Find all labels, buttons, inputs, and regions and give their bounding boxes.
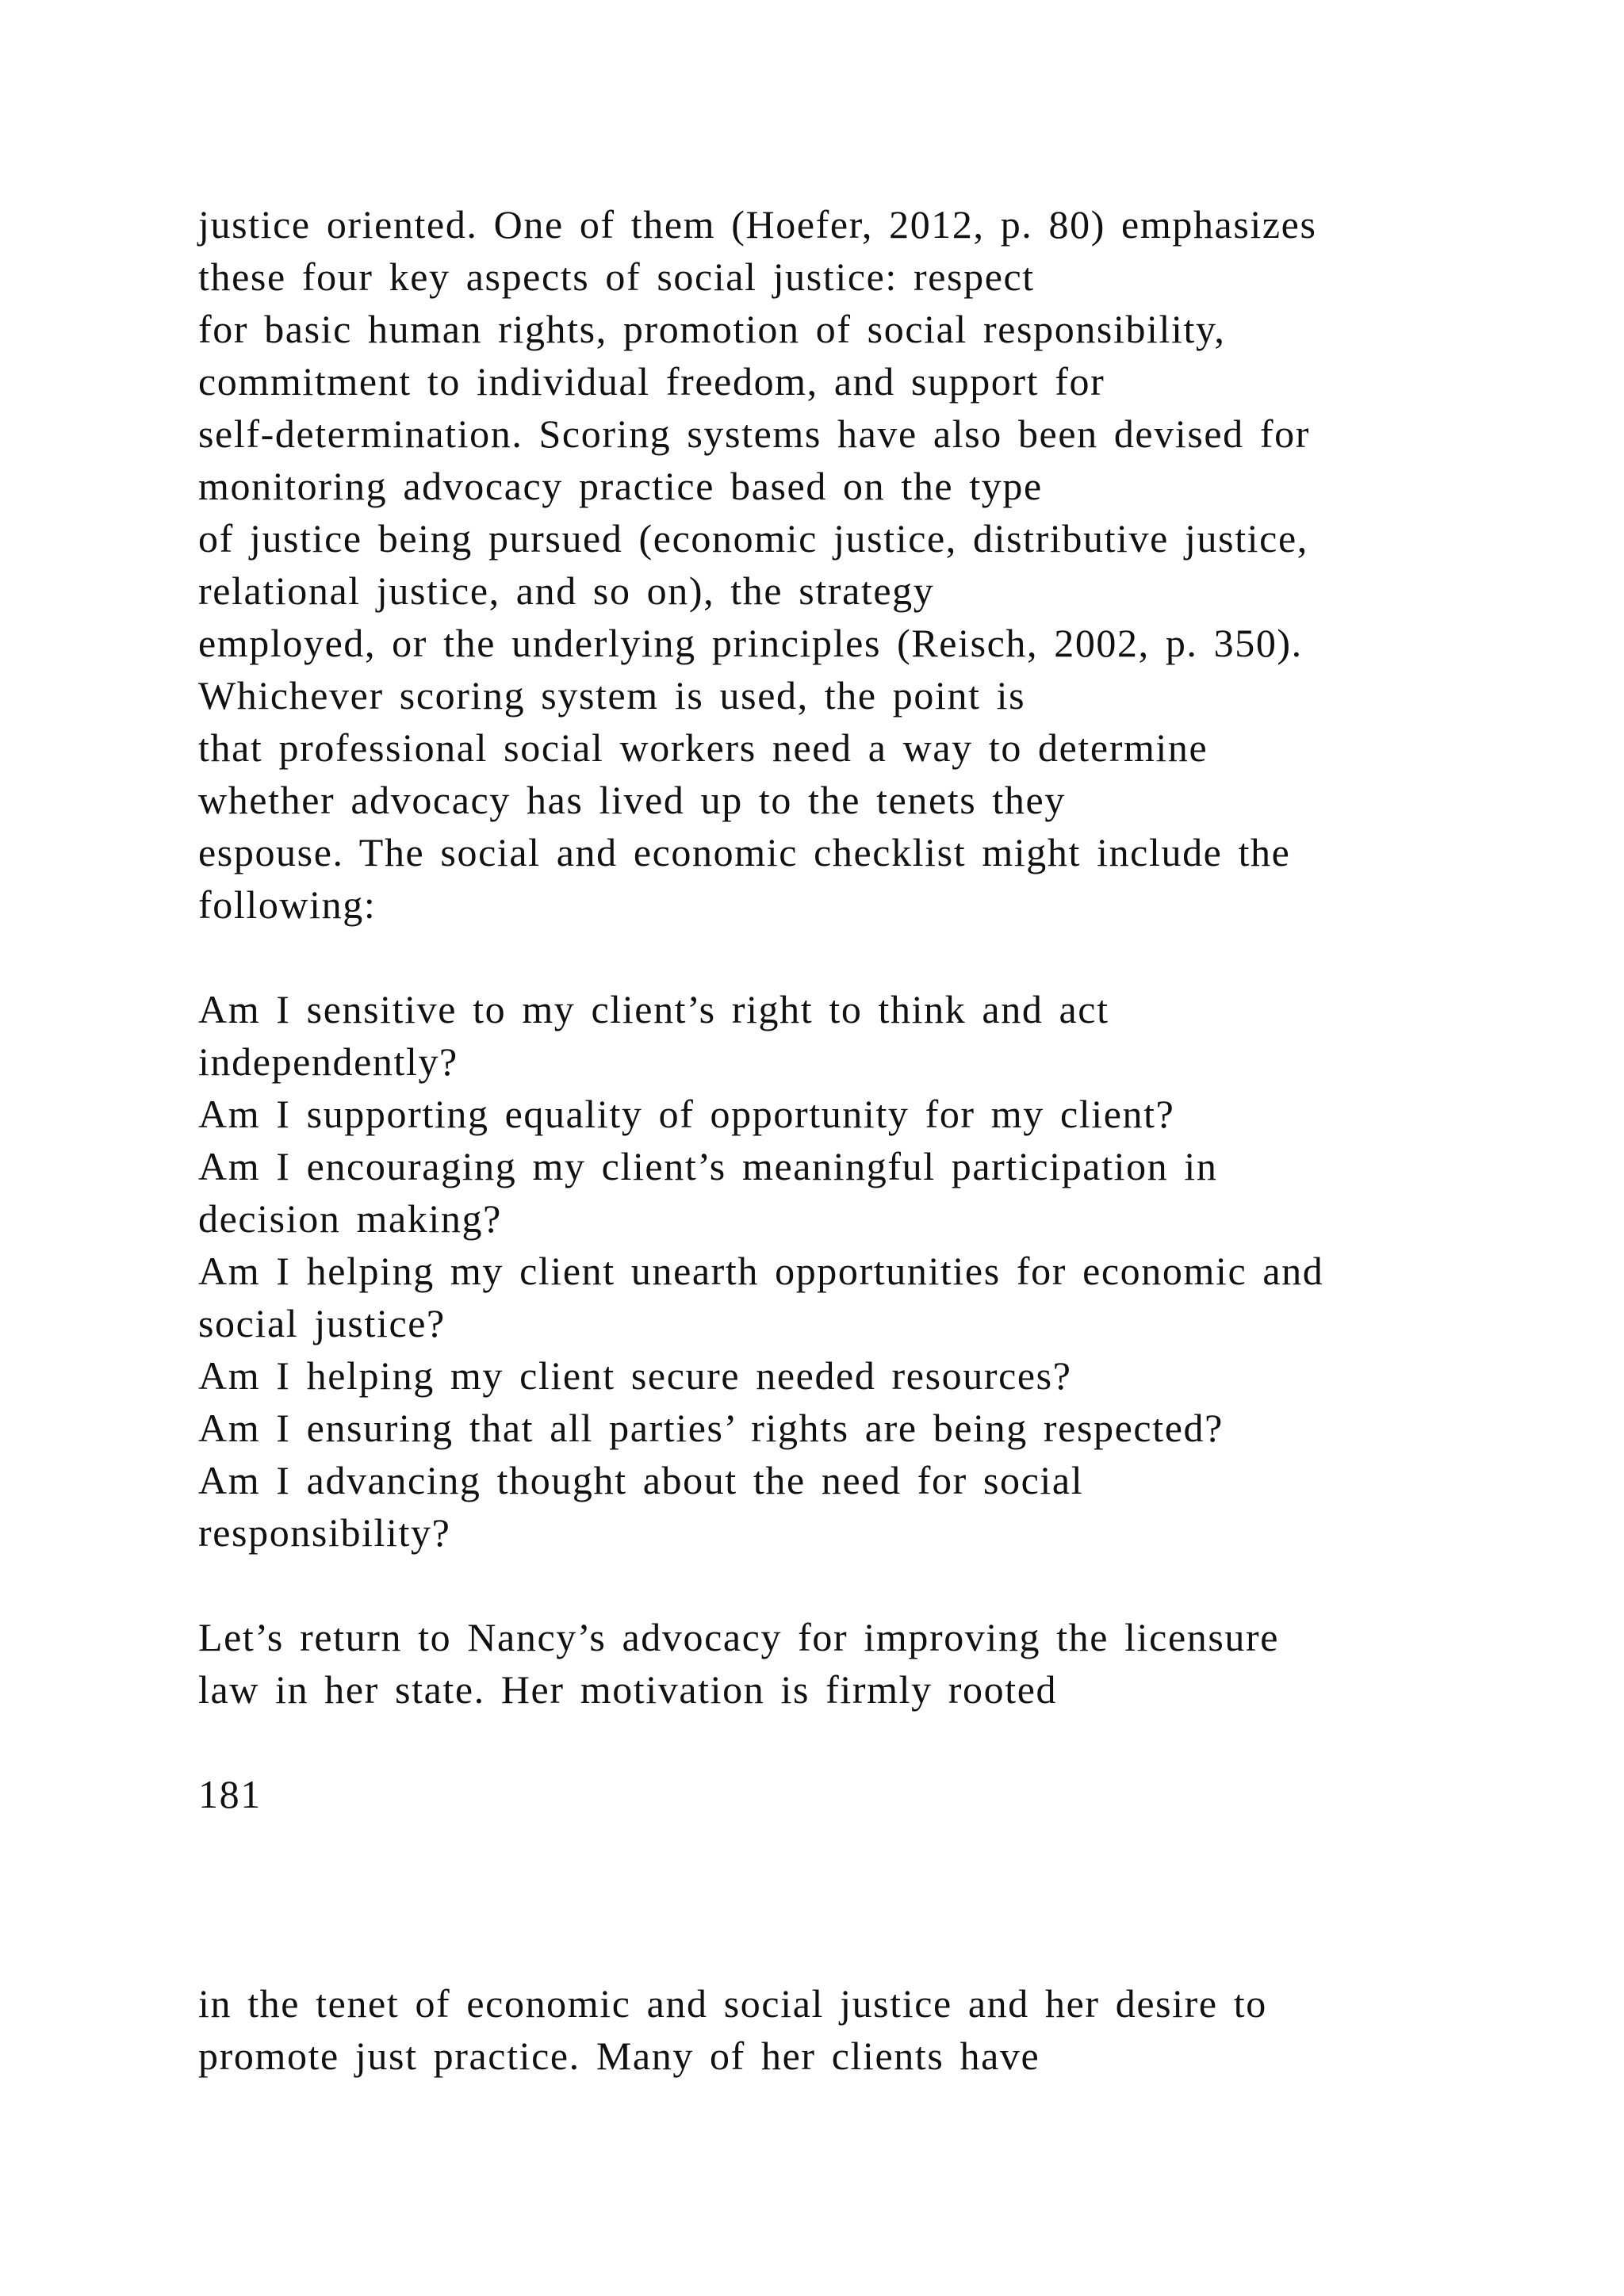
checklist-item: Am I sensitive to my client’s right to think and act bbox=[198, 987, 1109, 1031]
checklist-item: Am I ensuring that all parties’ rights are being respected? bbox=[198, 1406, 1224, 1450]
checklist-item: Am I helping my client secure needed resources? bbox=[198, 1353, 1072, 1398]
text-line: of justice being pursued (economic justice, distributive justice, bbox=[198, 516, 1308, 561]
text-line: Whichever scoring system is used, the point is bbox=[198, 673, 1026, 718]
text-line: promote just practice. Many of her clients have bbox=[198, 2034, 1040, 2078]
text-line: monitoring advocacy practice based on the type bbox=[198, 464, 1043, 508]
checklist-item: social justice? bbox=[198, 1301, 446, 1345]
checklist-item: Am I helping my client unearth opportunities for economic and bbox=[198, 1249, 1324, 1293]
text-line: relational justice, and so on), the strategy bbox=[198, 568, 935, 613]
text-line: these four key aspects of social justice: respect bbox=[198, 254, 1035, 299]
checklist-item: decision making? bbox=[198, 1196, 502, 1241]
checklist-item: Am I encouraging my client’s meaningful participation in bbox=[198, 1144, 1218, 1188]
text-line: justice oriented. One of them (Hoefer, 2012, p. 80) emphasizes bbox=[198, 202, 1317, 247]
text-line: employed, or the underlying principles (Reisch, 2002, p. 350). bbox=[198, 621, 1303, 665]
text-line: self-determination. Scoring systems have also been devised for bbox=[198, 411, 1310, 456]
checklist-item: Am I advancing thought about the need for social bbox=[198, 1458, 1084, 1502]
text-line: following: bbox=[198, 882, 377, 927]
checklist-item: independently? bbox=[198, 1039, 458, 1084]
checklist-item: responsibility? bbox=[198, 1510, 451, 1555]
text-line: law in her state. Her motivation is firmly rooted bbox=[198, 1667, 1058, 1712]
page-number: 181 bbox=[198, 1772, 262, 1816]
text-line: for basic human rights, promotion of social responsibility, bbox=[198, 307, 1226, 351]
text-line: whether advocacy has lived up to the tenets they bbox=[198, 778, 1066, 822]
checklist-item: Am I supporting equality of opportunity for my client? bbox=[198, 1092, 1175, 1136]
text-line: Let’s return to Nancy’s advocacy for improving the licensure bbox=[198, 1615, 1280, 1659]
text-line: in the tenet of economic and social justice and her desire to bbox=[198, 1981, 1267, 2026]
text-line: espouse. The social and economic checklist might include the bbox=[198, 830, 1291, 874]
text-line: commitment to individual freedom, and support for bbox=[198, 359, 1105, 404]
text-line: that professional social workers need a way to determine bbox=[198, 725, 1208, 770]
